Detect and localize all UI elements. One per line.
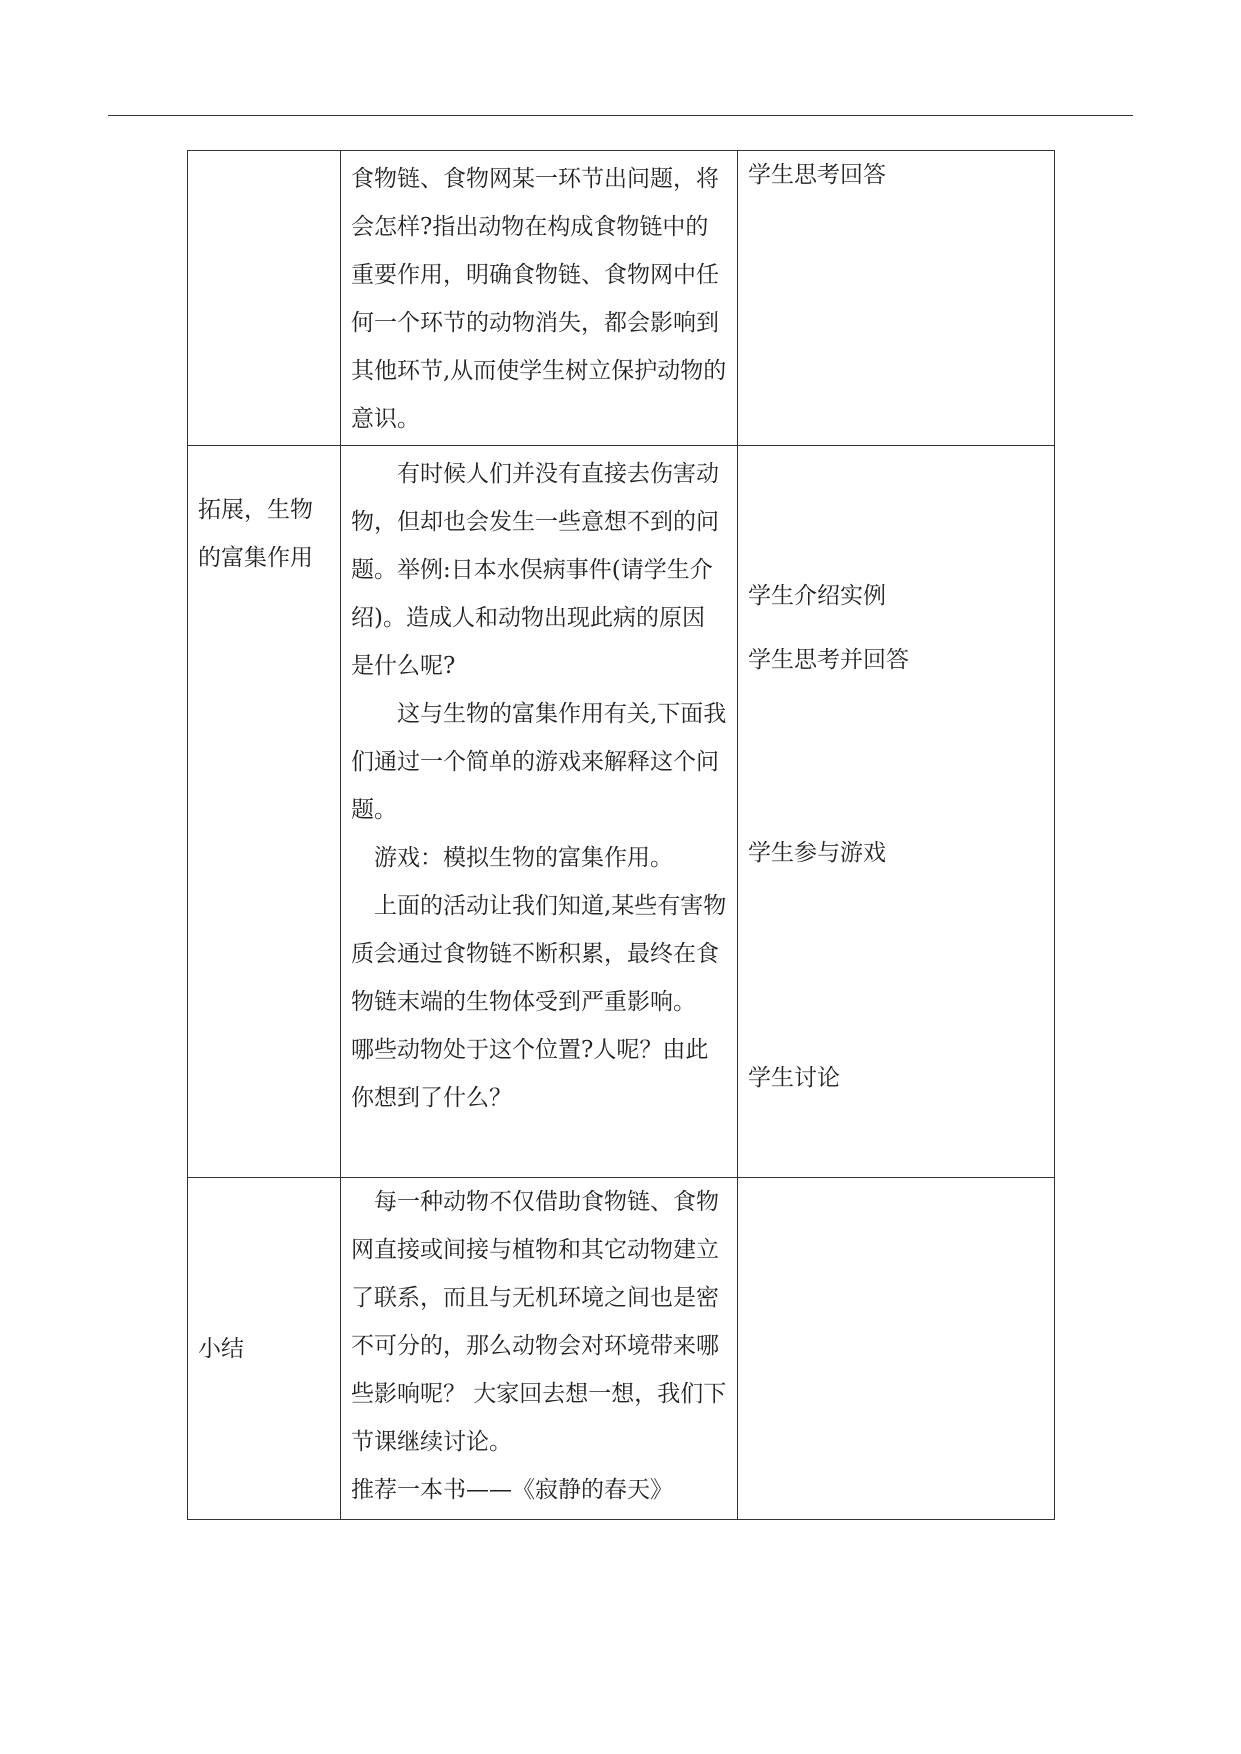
- student-activity: 学生讨论: [748, 1065, 840, 1091]
- header-rule: [108, 115, 1133, 116]
- teacher-paragraph: 食物链、食物网某一环节出问题，将会怎样?指出动物在构成食物链中的重要作用，明确食物链、食物网中任何一个环节的动物消失，都会影响到其他环节,从而使学生树立保护动物的意识。: [351, 166, 727, 432]
- student-activity: 学生思考并回答: [748, 647, 909, 673]
- teacher-paragraph: 游戏：模拟生物的富集作用。: [374, 845, 673, 871]
- student-activity-cell: [738, 446, 1055, 1178]
- section-label: 拓展，生物的富集作用: [198, 497, 313, 571]
- teacher-activity-cell: [341, 151, 738, 446]
- student-activity: 学生思考回答: [748, 162, 886, 188]
- teacher-paragraph: 哪些动物处于这个位置?人呢？由此你想到了什么？: [351, 1037, 709, 1111]
- student-activity-cell: [738, 151, 1055, 446]
- table-row: [188, 151, 1055, 446]
- section-label: 小结: [198, 1335, 244, 1362]
- teacher-paragraph: 每一种动物不仅借助食物链、食物网直接或间接与植物和其它动物建立了联系，而且与无机环境之间也是密不可分的，那么动物会对环境带来哪些影响呢？ 大家回去想一想，我们下节课继续讨论。: [351, 1189, 727, 1455]
- teacher-paragraph: 推荐一本书——《寂静的春天》: [351, 1477, 673, 1503]
- student-activity-cell: [738, 1178, 1055, 1520]
- teacher-activity-cell: [341, 446, 738, 1178]
- table-row: [188, 1178, 1055, 1520]
- teacher-paragraph: 这与生物的富集作用有关,下面我们通过一个简单的游戏来解释这个问题。: [351, 701, 727, 823]
- lesson-plan-table: [187, 150, 1055, 1520]
- teacher-paragraph: 有时候人们并没有直接去伤害动物，但却也会发生一些意想不到的问题。举例:日本水俣病事件(请学生介绍)。造成人和动物出现此病的原因是什么呢?: [351, 461, 719, 679]
- section-cell: [188, 1178, 341, 1520]
- table-row: [188, 446, 1055, 1178]
- student-activity: 学生参与游戏: [748, 840, 886, 866]
- student-activity: 学生介绍实例: [748, 583, 886, 609]
- section-cell: [188, 446, 341, 1178]
- section-cell: [188, 151, 341, 446]
- teacher-activity-cell: [341, 1178, 738, 1520]
- teacher-paragraph: 上面的活动让我们知道,某些有害物质会通过食物链不断积累，最终在食物链末端的生物体受到严重影响。: [351, 893, 727, 1015]
